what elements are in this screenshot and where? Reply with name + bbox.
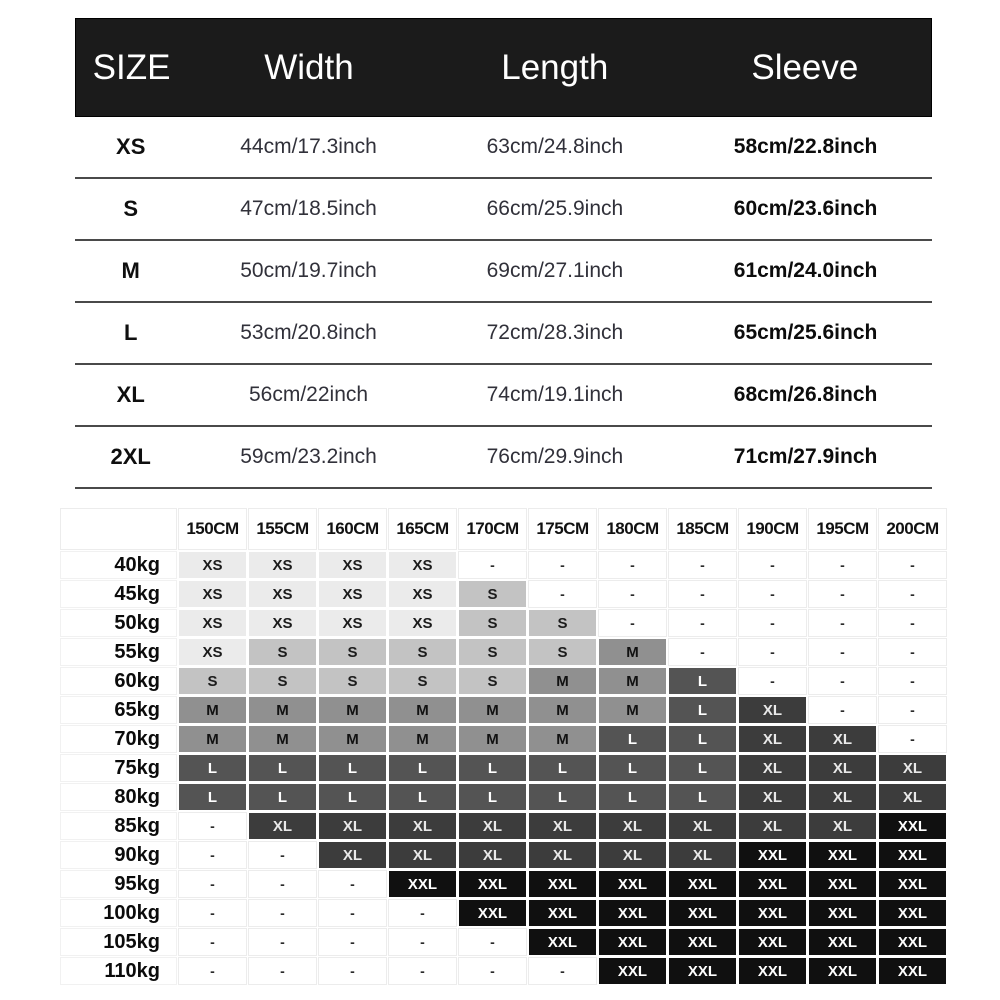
no-size-cell: - [879, 552, 946, 578]
size-cell: XXL [669, 929, 736, 955]
matrix-row [61, 813, 946, 839]
header-sleeve: Sleeve [751, 47, 859, 87]
size-cell: XXL [669, 900, 736, 926]
no-size-cell: - [879, 639, 946, 665]
matrix-row [61, 842, 946, 868]
size-cell: XS [389, 581, 456, 607]
length-value: 76cm/29.9inch [486, 445, 624, 468]
measurement-row [75, 427, 932, 489]
sleeve-value: 61cm/24.0inch [733, 259, 878, 282]
length-value: 66cm/25.9inch [486, 197, 624, 220]
fit-matrix-table [58, 506, 949, 987]
no-size-cell: - [389, 900, 456, 926]
size-cell: M [459, 697, 526, 723]
no-size-cell: - [879, 610, 946, 636]
no-size-cell: - [249, 958, 316, 984]
no-size-cell: - [389, 958, 456, 984]
size-cell: L [179, 784, 246, 810]
no-size-cell: - [809, 639, 876, 665]
size-cell: S [389, 668, 456, 694]
size-cell: S [319, 668, 386, 694]
no-size-cell: - [809, 610, 876, 636]
size-cell: XXL [669, 871, 736, 897]
size-cell: XXL [739, 929, 806, 955]
no-size-cell: - [669, 639, 736, 665]
width-value: 56cm/22inch [248, 383, 369, 406]
weight-label: 70kg [61, 726, 176, 752]
size-cell: XXL [879, 842, 946, 868]
measurement-row [75, 365, 932, 427]
garment-measurements-table [75, 18, 932, 489]
size-label: S [123, 196, 139, 221]
size-label: XS [116, 134, 146, 159]
size-cell: L [669, 755, 736, 781]
matrix-row [61, 755, 946, 781]
weight-label: 95kg [61, 871, 176, 897]
weight-label: 110kg [61, 958, 176, 984]
no-size-cell: - [739, 668, 806, 694]
size-cell: M [319, 726, 386, 752]
size-cell: S [459, 610, 526, 636]
no-size-cell: - [809, 697, 876, 723]
size-cell: XL [389, 842, 456, 868]
matrix-row [61, 639, 946, 665]
size-cell: XXL [459, 900, 526, 926]
no-size-cell: - [879, 697, 946, 723]
size-cell: M [389, 726, 456, 752]
size-cell: XL [739, 697, 806, 723]
height-weight-matrix [58, 506, 949, 987]
size-cell: XL [529, 842, 596, 868]
size-cell: XS [389, 552, 456, 578]
no-size-cell: - [739, 581, 806, 607]
size-cell: XL [319, 842, 386, 868]
no-size-cell: - [739, 552, 806, 578]
measurement-row [75, 117, 932, 179]
matrix-row [61, 726, 946, 752]
size-cell: XS [179, 639, 246, 665]
size-cell: XXL [809, 842, 876, 868]
size-cell: XXL [879, 929, 946, 955]
size-cell: M [179, 726, 246, 752]
length-value: 69cm/27.1inch [486, 259, 624, 282]
size-cell: XXL [529, 871, 596, 897]
size-label: XL [116, 382, 145, 407]
matrix-row [61, 900, 946, 926]
no-size-cell: - [459, 929, 526, 955]
height-header: 200CM [879, 509, 946, 549]
size-cell: L [459, 755, 526, 781]
weight-label: 50kg [61, 610, 176, 636]
size-cell: S [529, 639, 596, 665]
size-cell: M [179, 697, 246, 723]
size-cell: XXL [599, 958, 666, 984]
size-cell: XXL [739, 842, 806, 868]
height-header: 195CM [809, 509, 876, 549]
sleeve-value: 71cm/27.9inch [733, 445, 878, 468]
size-cell: L [249, 784, 316, 810]
no-size-cell: - [669, 610, 736, 636]
no-size-cell: - [249, 842, 316, 868]
size-cell: M [599, 639, 666, 665]
length-value: 74cm/19.1inch [486, 383, 624, 406]
no-size-cell: - [599, 581, 666, 607]
size-cell: L [599, 726, 666, 752]
height-header: 190CM [739, 509, 806, 549]
size-cell: XXL [809, 871, 876, 897]
no-size-cell: - [179, 900, 246, 926]
size-cell: XL [739, 755, 806, 781]
size-cell: XXL [879, 958, 946, 984]
size-cell: L [599, 784, 666, 810]
weight-label: 65kg [61, 697, 176, 723]
size-cell: XL [669, 813, 736, 839]
no-size-cell: - [739, 639, 806, 665]
size-cell: S [529, 610, 596, 636]
sleeve-value: 58cm/22.8inch [733, 135, 878, 158]
size-cell: L [669, 784, 736, 810]
height-header: 170CM [459, 509, 526, 549]
weight-label: 80kg [61, 784, 176, 810]
no-size-cell: - [179, 929, 246, 955]
size-cell: XS [179, 610, 246, 636]
matrix-row [61, 871, 946, 897]
no-size-cell: - [179, 813, 246, 839]
size-cell: XXL [739, 900, 806, 926]
weight-label: 105kg [61, 929, 176, 955]
header-size: SIZE [92, 47, 171, 87]
size-cell: XXL [809, 958, 876, 984]
size-cell: L [529, 784, 596, 810]
no-size-cell: - [249, 900, 316, 926]
no-size-cell: - [389, 929, 456, 955]
matrix-row [61, 784, 946, 810]
size-cell: L [529, 755, 596, 781]
size-cell: XL [529, 813, 596, 839]
no-size-cell: - [249, 871, 316, 897]
width-value: 47cm/18.5inch [240, 197, 377, 220]
size-cell: S [459, 668, 526, 694]
length-value: 63cm/24.8inch [486, 135, 624, 158]
weight-label: 75kg [61, 755, 176, 781]
size-cell: L [319, 755, 386, 781]
size-cell: XXL [529, 929, 596, 955]
size-cell: XXL [599, 871, 666, 897]
size-cell: XS [319, 552, 386, 578]
size-cell: M [389, 697, 456, 723]
no-size-cell: - [179, 871, 246, 897]
sleeve-value: 68cm/26.8inch [733, 383, 878, 406]
size-cell: XS [319, 610, 386, 636]
no-size-cell: - [809, 552, 876, 578]
no-size-cell: - [529, 581, 596, 607]
matrix-body [61, 552, 946, 984]
size-cell: M [529, 697, 596, 723]
size-cell: XL [459, 813, 526, 839]
height-header: 150CM [179, 509, 246, 549]
size-cell: XL [319, 813, 386, 839]
size-label: 2XL [110, 444, 151, 469]
size-cell: S [319, 639, 386, 665]
size-cell: XS [249, 610, 316, 636]
size-cell: XS [179, 581, 246, 607]
size-cell: XL [809, 813, 876, 839]
no-size-cell: - [319, 871, 386, 897]
size-cell: M [319, 697, 386, 723]
height-header: 165CM [389, 509, 456, 549]
size-cell: XL [739, 813, 806, 839]
no-size-cell: - [739, 610, 806, 636]
size-cell: L [459, 784, 526, 810]
size-cell: M [529, 726, 596, 752]
size-cell: XS [249, 581, 316, 607]
size-cell: S [179, 668, 246, 694]
size-cell: L [249, 755, 316, 781]
height-header: 160CM [319, 509, 386, 549]
size-cell: XXL [669, 958, 736, 984]
weight-label: 45kg [61, 581, 176, 607]
size-cell: XXL [389, 871, 456, 897]
sleeve-value: 65cm/25.6inch [733, 321, 878, 344]
size-cell: M [249, 697, 316, 723]
matrix-row [61, 552, 946, 578]
size-cell: XXL [599, 929, 666, 955]
no-size-cell: - [529, 552, 596, 578]
size-cell: M [249, 726, 316, 752]
matrix-row [61, 697, 946, 723]
no-size-cell: - [459, 958, 526, 984]
height-header: 185CM [669, 509, 736, 549]
size-cell: XL [599, 842, 666, 868]
weight-label: 40kg [61, 552, 176, 578]
no-size-cell: - [809, 581, 876, 607]
length-value: 72cm/28.3inch [486, 321, 624, 344]
sleeve-value: 60cm/23.6inch [733, 197, 878, 220]
size-cell: L [599, 755, 666, 781]
no-size-cell: - [459, 552, 526, 578]
size-cell: XL [809, 726, 876, 752]
no-size-cell: - [529, 958, 596, 984]
size-cell: XXL [529, 900, 596, 926]
weight-label: 55kg [61, 639, 176, 665]
height-header: 155CM [249, 509, 316, 549]
size-cell: S [459, 639, 526, 665]
size-cell: XS [389, 610, 456, 636]
size-cell: XL [739, 784, 806, 810]
weight-label: 100kg [61, 900, 176, 926]
size-cell: XL [809, 784, 876, 810]
measurements-rows [75, 117, 932, 489]
weight-label: 60kg [61, 668, 176, 694]
size-cell: XXL [879, 900, 946, 926]
size-cell: L [319, 784, 386, 810]
size-cell: XS [179, 552, 246, 578]
size-cell: XXL [599, 900, 666, 926]
no-size-cell: - [319, 929, 386, 955]
size-cell: L [389, 755, 456, 781]
matrix-corner-cell [61, 509, 176, 549]
size-cell: XXL [809, 929, 876, 955]
size-cell: XL [739, 726, 806, 752]
matrix-row [61, 581, 946, 607]
width-value: 53cm/20.8inch [240, 321, 377, 344]
weight-label: 90kg [61, 842, 176, 868]
size-cell: XL [879, 784, 946, 810]
measurement-row [75, 179, 932, 241]
size-cell: XL [599, 813, 666, 839]
no-size-cell: - [809, 668, 876, 694]
size-cell: XL [669, 842, 736, 868]
no-size-cell: - [879, 668, 946, 694]
no-size-cell: - [249, 929, 316, 955]
no-size-cell: - [319, 958, 386, 984]
size-cell: L [669, 726, 736, 752]
width-value: 50cm/19.7inch [240, 259, 377, 282]
height-header: 180CM [599, 509, 666, 549]
size-cell: M [599, 668, 666, 694]
header-width: Width [264, 47, 354, 87]
size-cell: S [249, 668, 316, 694]
no-size-cell: - [669, 552, 736, 578]
size-cell: L [669, 668, 736, 694]
size-cell: XL [459, 842, 526, 868]
no-size-cell: - [179, 842, 246, 868]
size-cell: XL [389, 813, 456, 839]
size-label: M [121, 258, 140, 283]
size-cell: M [599, 697, 666, 723]
header-length: Length [501, 47, 609, 87]
measurement-row [75, 241, 932, 303]
size-cell: XL [249, 813, 316, 839]
size-cell: L [669, 697, 736, 723]
size-cell: XXL [809, 900, 876, 926]
size-cell: L [179, 755, 246, 781]
measurement-row [75, 303, 932, 365]
no-size-cell: - [669, 581, 736, 607]
weight-label: 85kg [61, 813, 176, 839]
size-cell: S [389, 639, 456, 665]
size-label: L [123, 320, 138, 345]
no-size-cell: - [879, 726, 946, 752]
measurements-header-row [75, 18, 932, 117]
size-cell: XXL [879, 813, 946, 839]
size-cell: XL [879, 755, 946, 781]
no-size-cell: - [599, 610, 666, 636]
matrix-header-row [61, 509, 946, 549]
size-cell: XXL [739, 958, 806, 984]
size-cell: XS [319, 581, 386, 607]
size-cell: XS [249, 552, 316, 578]
width-value: 44cm/17.3inch [240, 135, 377, 158]
size-cell: XL [809, 755, 876, 781]
matrix-row [61, 929, 946, 955]
size-cell: M [459, 726, 526, 752]
width-value: 59cm/23.2inch [240, 445, 377, 468]
size-cell: S [249, 639, 316, 665]
size-cell: XXL [739, 871, 806, 897]
matrix-row [61, 958, 946, 984]
size-cell: M [529, 668, 596, 694]
matrix-row [61, 610, 946, 636]
matrix-row [61, 668, 946, 694]
no-size-cell: - [879, 581, 946, 607]
size-cell: L [389, 784, 456, 810]
size-cell: S [459, 581, 526, 607]
no-size-cell: - [179, 958, 246, 984]
no-size-cell: - [319, 900, 386, 926]
no-size-cell: - [599, 552, 666, 578]
size-cell: XXL [459, 871, 526, 897]
size-cell: XXL [879, 871, 946, 897]
height-header: 175CM [529, 509, 596, 549]
